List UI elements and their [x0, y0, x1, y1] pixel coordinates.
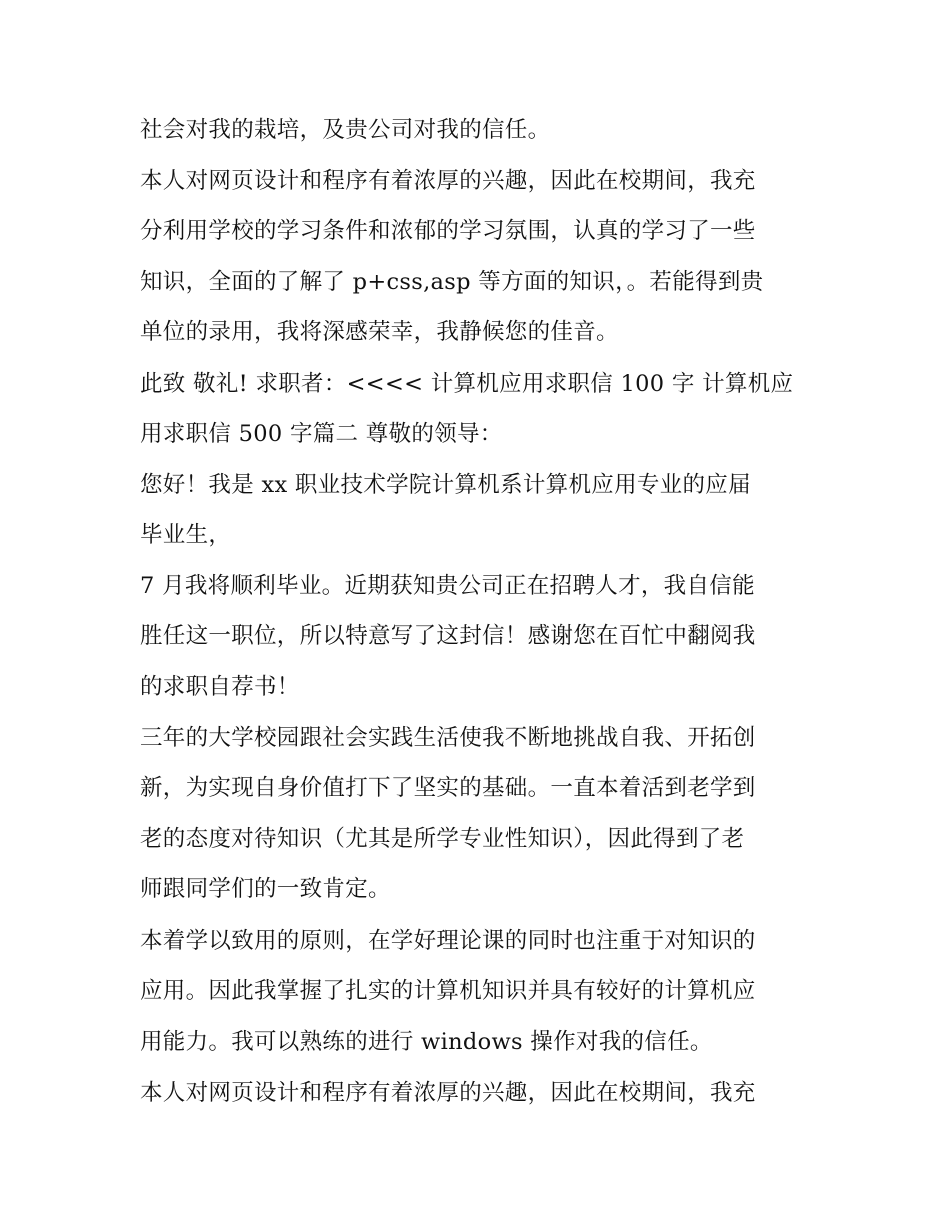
text-line: 应用。因此我掌握了扎实的计算机知识并具有较好的计算机应 — [140, 978, 756, 1004]
text-line: 您好！我是 xx 职业技术学院计算机系计算机应用专业的应届 — [140, 472, 751, 498]
text-line: 毕业生， — [140, 522, 232, 548]
text-line: 师跟同学们的一致肯定。 — [140, 876, 391, 902]
text-line: 老的态度对待知识（尤其是所学专业性知识），因此得到了老 — [140, 826, 745, 852]
text-line: 社会对我的栽培，及贵公司对我的信任。 — [140, 117, 551, 143]
text-line: 7 月我将顺利毕业。近期获知贵公司正在招聘人才，我自信能 — [140, 573, 755, 599]
text-line: 单位的录用，我将深感荣幸，我静候您的佳音。 — [140, 319, 619, 345]
text-line: 知识，全面的了解了 p+css,asp 等方面的知识，。若能得到贵 — [140, 269, 764, 295]
text-line: 用求职信 500 字篇二 尊敬的领导： — [140, 421, 503, 447]
text-line: 新，为实现自身价值打下了坚实的基础。一直本着活到老学到 — [140, 775, 756, 801]
text-line: 此致 敬礼! 求职者：<<<< 计算机应用求职信 100 字 计算机应 — [140, 371, 794, 397]
text-line: 胜任这一职位，所以特意写了这封信！感谢您在百忙中翻阅我 — [140, 623, 756, 649]
text-line: 本人对网页设计和程序有着浓厚的兴趣，因此在校期间，我充 — [140, 1080, 756, 1106]
text-line: 本人对网页设计和程序有着浓厚的兴趣，因此在校期间，我充 — [140, 168, 756, 194]
text-line: 用能力。我可以熟练的进行 windows 操作对我的信任。 — [140, 1029, 713, 1055]
text-line: 的求职自荐书！ — [140, 674, 300, 700]
text-line: 本着学以致用的原则，在学好理论课的同时也注重于对知识的 — [140, 928, 756, 954]
text-line: 分利用学校的学习条件和浓郁的学习氛围，认真的学习了一些 — [140, 218, 756, 244]
text-line: 三年的大学校园跟社会实践生活使我不断地挑战自我、开拓创 — [140, 725, 756, 751]
